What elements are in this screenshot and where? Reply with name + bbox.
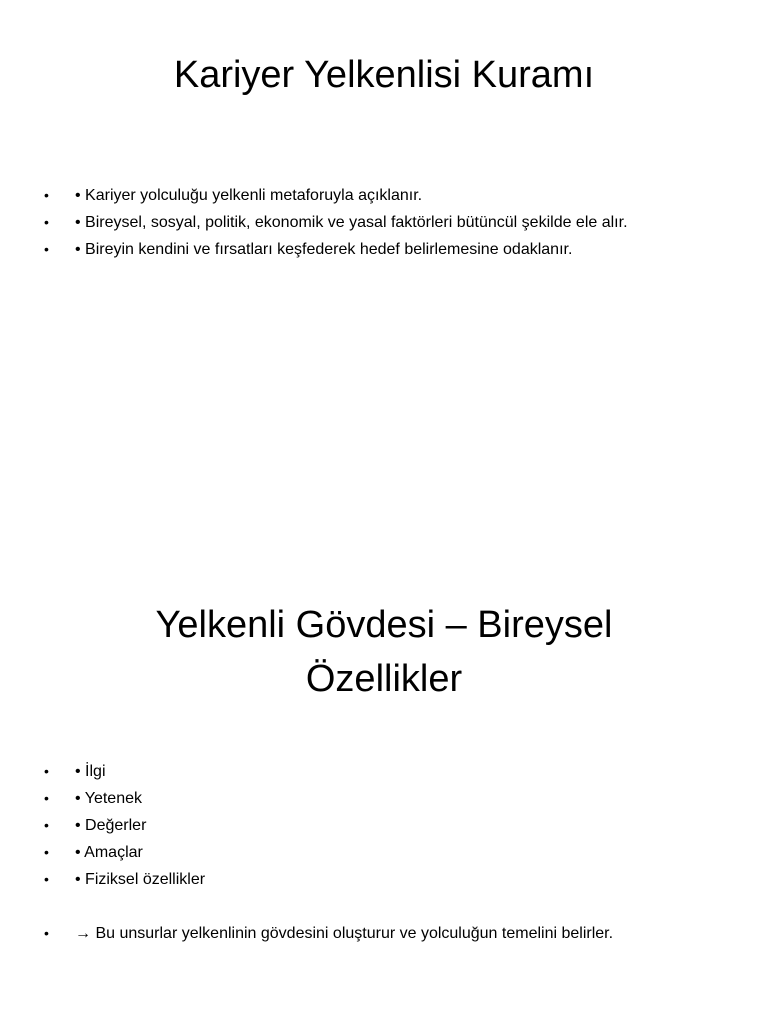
list-item bbox=[44, 236, 628, 263]
bullet-marker: • bbox=[44, 925, 49, 941]
bullet-marker: • bbox=[44, 844, 49, 860]
bullet-marker: • bbox=[44, 187, 49, 203]
bullet-text: • İlgi bbox=[75, 763, 106, 780]
list-item bbox=[44, 758, 613, 785]
bullet-marker: • bbox=[44, 790, 49, 806]
slide-2 bbox=[0, 512, 768, 1024]
list-item bbox=[44, 920, 613, 947]
bullet-text: • Bireysel, sosyal, politik, ekonomik ve yasal faktörleri bütüncül şekilde ele alır. bbox=[75, 214, 628, 231]
list-item bbox=[44, 812, 613, 839]
bullet-marker: • bbox=[44, 214, 49, 230]
slide-2-title bbox=[40, 598, 728, 706]
bullet-marker: • bbox=[44, 817, 49, 833]
slide-2-title-line-1: Yelkenli Gövdesi – Bireysel bbox=[155, 604, 613, 646]
list-item bbox=[44, 182, 628, 209]
list-item bbox=[44, 785, 613, 812]
note-text: → Bu unsurlar yelkenlinin gövdesini oluşturur ve yolculuğun temelini belirler. bbox=[75, 925, 614, 942]
bullet-text: • Amaçlar bbox=[75, 844, 143, 861]
bullet-text: • Kariyer yolculuğu yelkenli metaforuyla açıklanır. bbox=[75, 187, 423, 204]
slide-2-bullet-list bbox=[44, 758, 613, 947]
list-item bbox=[44, 839, 613, 866]
list-item bbox=[44, 866, 613, 893]
slide-2-title-line-2: Özellikler bbox=[305, 658, 463, 700]
list-item bbox=[44, 209, 628, 236]
bullet-marker: • bbox=[44, 763, 49, 779]
bullet-marker: • bbox=[44, 871, 49, 887]
bullet-text: • Yetenek bbox=[75, 790, 142, 807]
bullet-text: • Bireyin kendini ve fırsatları keşfederek hedef belirlemesine odaklanır. bbox=[75, 241, 573, 258]
list-spacer bbox=[44, 893, 613, 920]
bullet-text: • Değerler bbox=[75, 817, 147, 834]
slide-1-bullet-list bbox=[44, 182, 628, 263]
bullet-text: • Fiziksel özellikler bbox=[75, 871, 206, 888]
bullet-marker: • bbox=[44, 241, 49, 257]
slide-1-title: Kariyer Yelkenlisi Kuramı bbox=[173, 54, 595, 96]
